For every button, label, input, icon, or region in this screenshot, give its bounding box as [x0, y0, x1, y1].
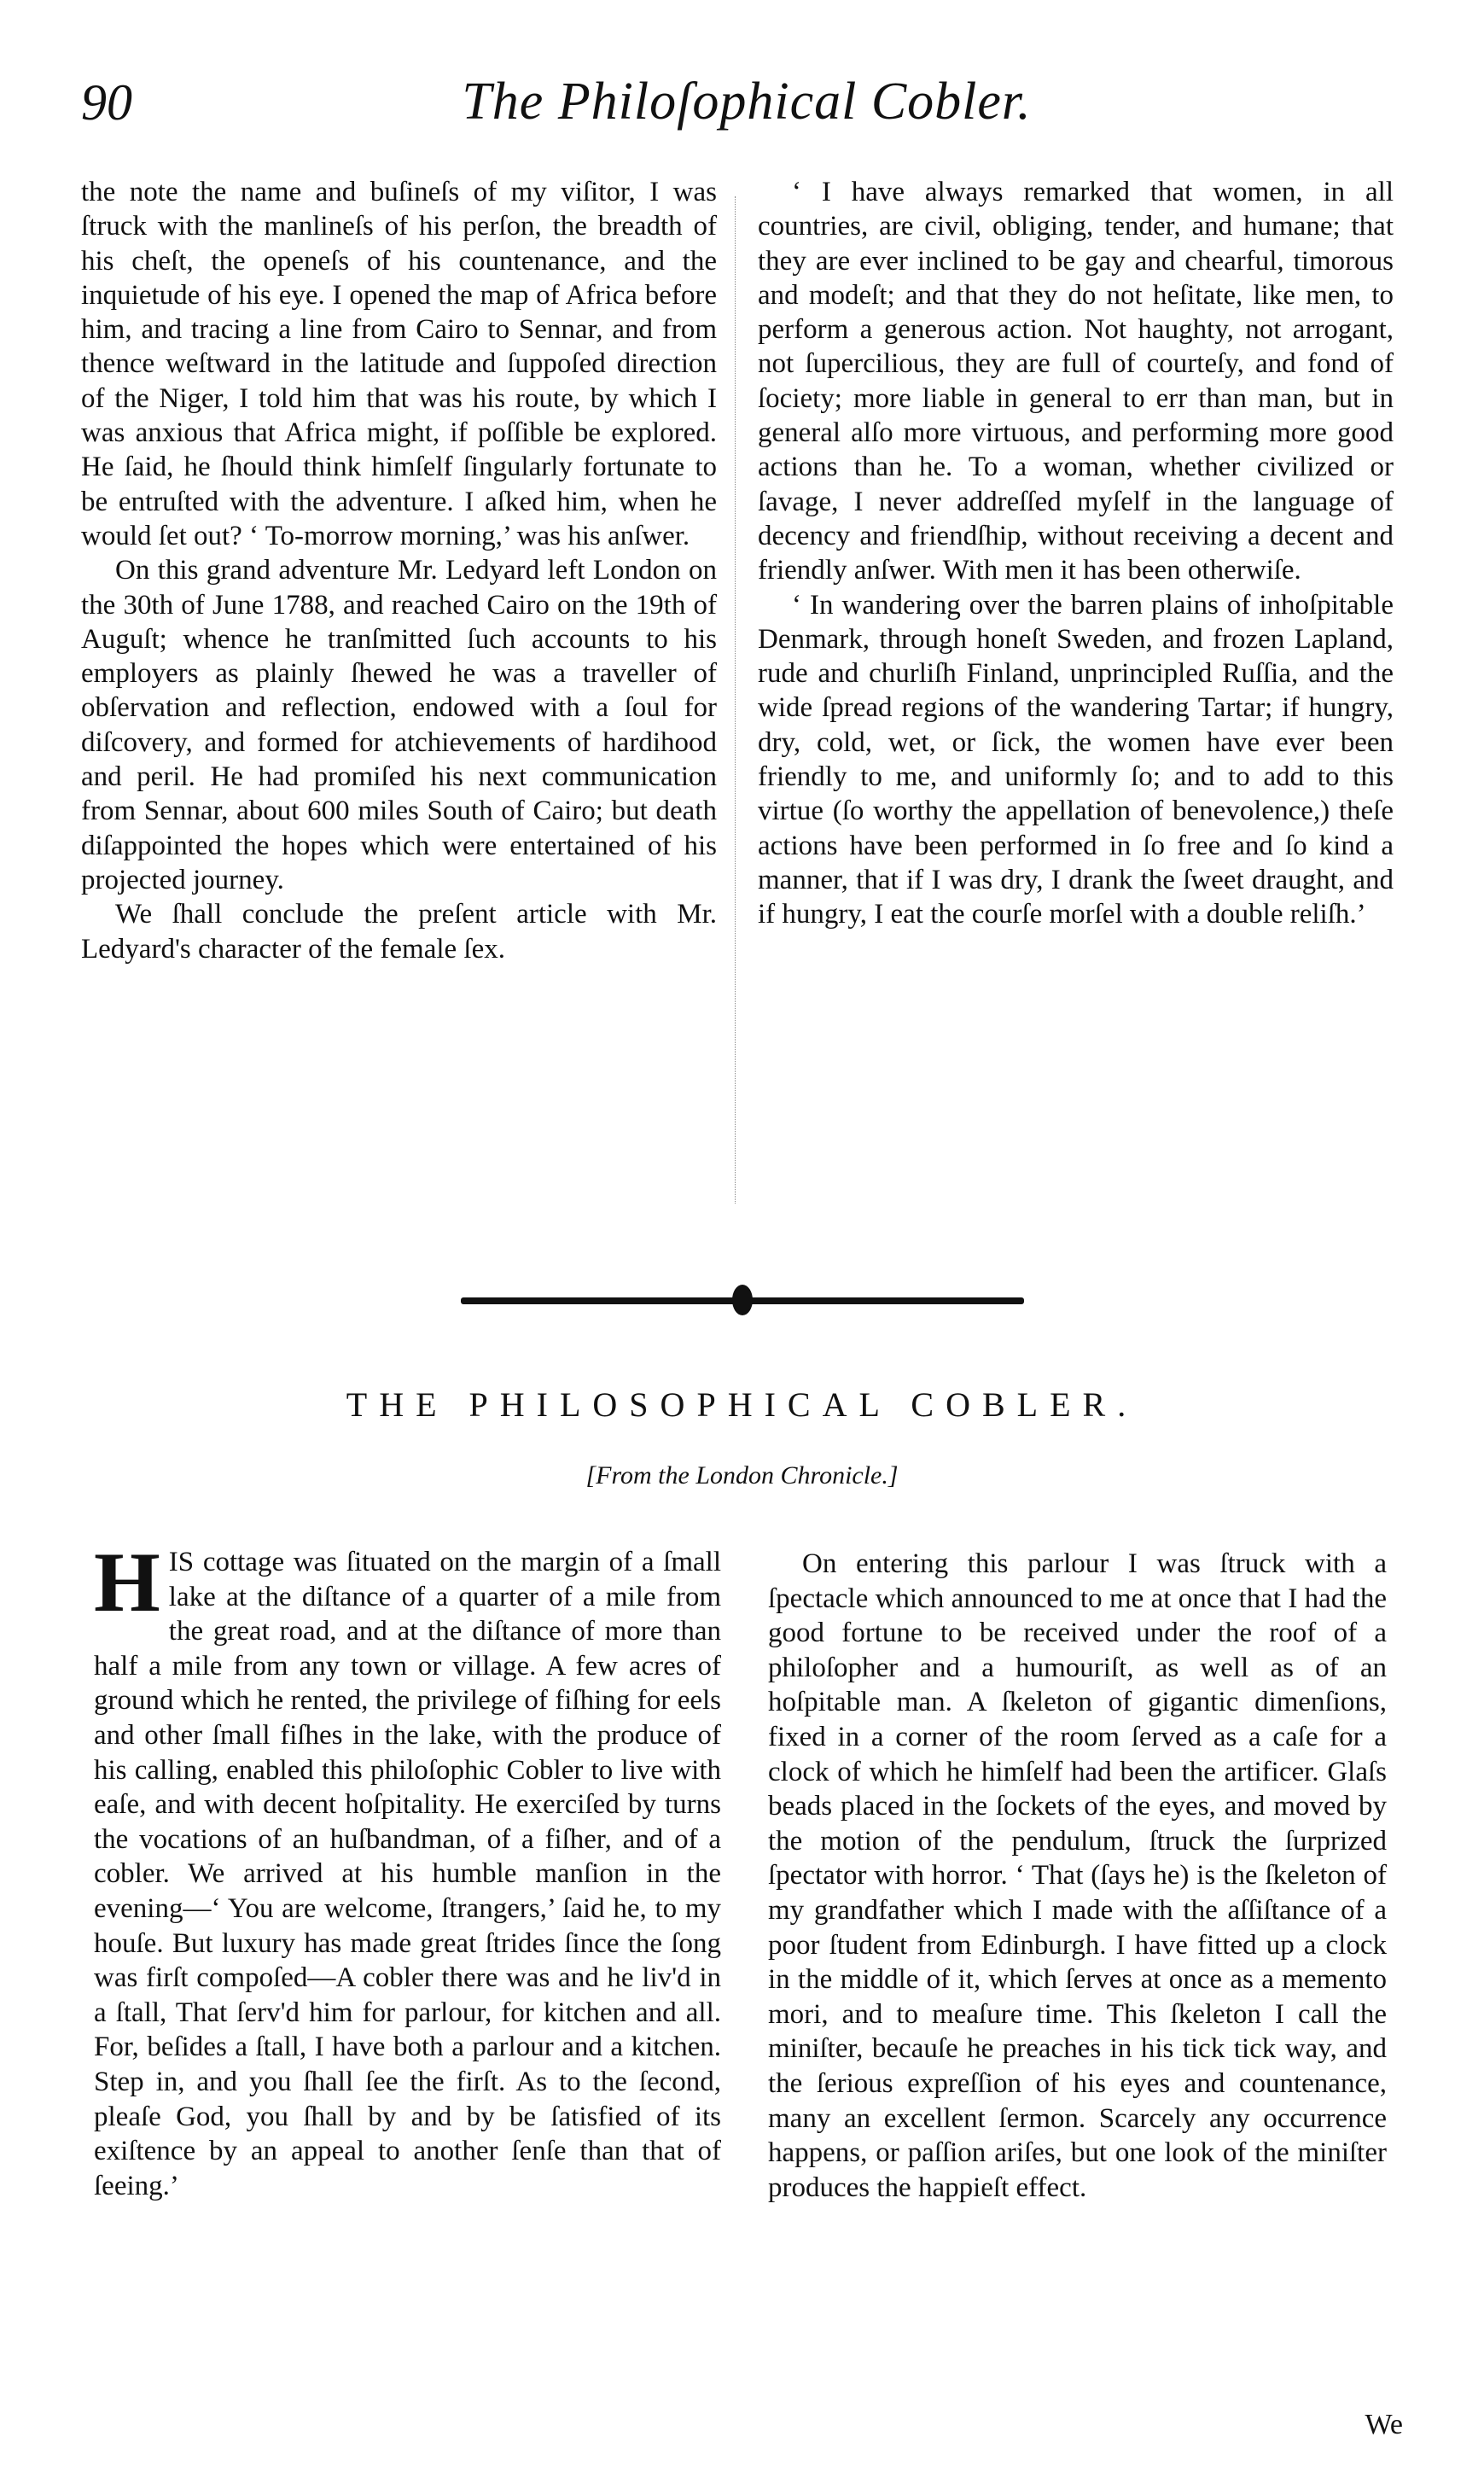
- paragraph: We ſhall conclude the preſent article with Mr. Ledyard's character of the female ſex.: [81, 899, 717, 965]
- paragraph: ‘ In wandering over the barren plains of inhoſpitable Denmark, through honeſt Sweden, and frozen Lapland, rude and churliſh Finland, unprincipled Ruſſia, and the wide ſpread regions of the wandering Tartar; if hungry, dry, cold, wet, or ſick, the women have ever been friendly to me, and uniformly ſo; and to add to this virtue (ſo worthy the appellation of benevolence,) theſe actions have been performed in ſo free and ſo kind a manner, that if I was dry, I drank the ſweet draught, and if hungry, I eat the courſe morſel with a double reliſh.’: [758, 589, 1394, 930]
- paragraph: ‘ I have always remarked that women, in all countries, are civil, obliging, tender, and humane; that they are ever inclined to be gay and chearful, timorous and modeſt; and that they do not heſitate, like men, to perform a generous action. Not haughty, not arrogant, not ſupercilious, they are full of courteſy, and fond of ſociety; more liable in general to err than man, but in general alſo more virtuous, and performing more good actions than he. To a woman, whether civilized or ſavage, I never addreſſed myſelf in the language of decency and friendſhip, without receiving a decent and friendly anſwer. With men it has been otherwiſe.: [758, 177, 1394, 586]
- bottom-right-column: [768, 1547, 1387, 2205]
- top-left-column: [81, 175, 717, 966]
- page-number: 90: [81, 74, 132, 131]
- paragraph: [94, 1535, 721, 2203]
- section-rule-ornament: [732, 1285, 753, 1315]
- bottom-left-column: [94, 1535, 721, 2203]
- catchword: We: [1365, 2409, 1403, 2440]
- article-source: [From the London Chronicle.]: [585, 1461, 899, 1490]
- column-divider: [735, 196, 736, 1204]
- paragraph-text: IS cottage was ſituated on the margin of a ſmall lake at the diſtance of a quarter of a mile from the great road, and at the diſtance of more than half a mile from any town or village. A few acres of ground which he rented, the privilege of fiſhing for eels and other ſmall fiſhes in the lake, with the produce of his calling, enabled this philoſophic Cobler to live with eaſe, and with decent hoſpitality. He exerciſed by turns the vocations of an huſbandman, of a fiſher, and of a cobler. We arrived at his humble manſion in the evening—‘ You are welcome, ſtrangers,’ ſaid he, to my houſe. But luxury has made great ſtrides ſince the ſong was firſt compoſed—A cobler there was and he liv'd in a ſtall, That ſerv'd him for parlour, for kitchen and all. For, beſides a ſtall, I have both a parlour and a kitchen. Step in, and you ſhall ſee the firſt. As to the ſecond, pleaſe God, you ſhall by and by be ſatisfied of its exiſtence by an appeal to another ſenſe than that of ſeeing.’: [94, 1547, 721, 2201]
- top-right-column: [758, 175, 1394, 932]
- running-title: The Philoſophical Cobler.: [462, 73, 1032, 131]
- page-header: [81, 67, 1412, 143]
- paragraph: On entering this parlour I was ſtruck with a ſpectacle which announced to me at once that I had the good fortune to be received under the roof of a philoſopher and a humouriſt, as well as of an hoſpitable man. A ſkeleton of gigantic dimenſions, fixed in a corner of the room ſerved as a caſe for a clock of which he himſelf had been the artificer. Glaſs beads placed in the ſockets of the eyes, and moved by the motion of the pendulum, ſtruck the ſurprized ſpectator with horror. ‘ That (ſays he) is the ſkeleton of my grandfather which I made with the aſſiſtance of a poor ſtudent from Edinburgh. I have fitted up a clock in the middle of it, which ſerves at once as a memento mori, and to meaſure time. This ſkeleton I call the miniſter, becauſe he preaches in his tick tick way, and the ſerious expreſſion of his eyes and countenance, many an excellent ſermon. Scarcely any occurrence happens, or paſſion ariſes, but one look of the miniſter produces the happieſt effect.: [768, 1548, 1387, 2203]
- drop-cap: H: [94, 1535, 160, 1629]
- paragraph: On this grand adventure Mr. Ledyard left London on the 30th of June 1788, and reached Cairo on the 19th of Auguſt; whence he tranſmitted ſuch accounts to his employers as plainly ſhewed he was a traveller of obſervation and reflection, endowed with a ſoul for diſcovery, and formed for atchievements of hardihood and peril. He had promiſed his next communication from Sennar, about 600 miles South of Cairo; but death diſappointed the hopes which were entertained of his projected journey.: [81, 555, 717, 895]
- article-title: THE PHILOSOPHICAL COBLER.: [346, 1385, 1138, 1424]
- paragraph: the note the name and buſineſs of my viſitor, I was ſtruck with the manlineſs of his perſon, the breadth of his cheſt, the openeſs of his countenance, and the inquietude of his eye. I opened the map of Africa before him, and tracing a line from Cairo to Sennar, and from thence weſtward in the latitude and ſuppoſed direction of the Niger, I told him that was his route, by which I was anxious that Africa might, if poſſible be explored. He ſaid, he ſhould think himſelf ſingularly fortunate to be entruſted with the adventure. I aſked him, when he would ſet out? ‘ To-morrow morning,’ was his anſwer.: [81, 177, 717, 551]
